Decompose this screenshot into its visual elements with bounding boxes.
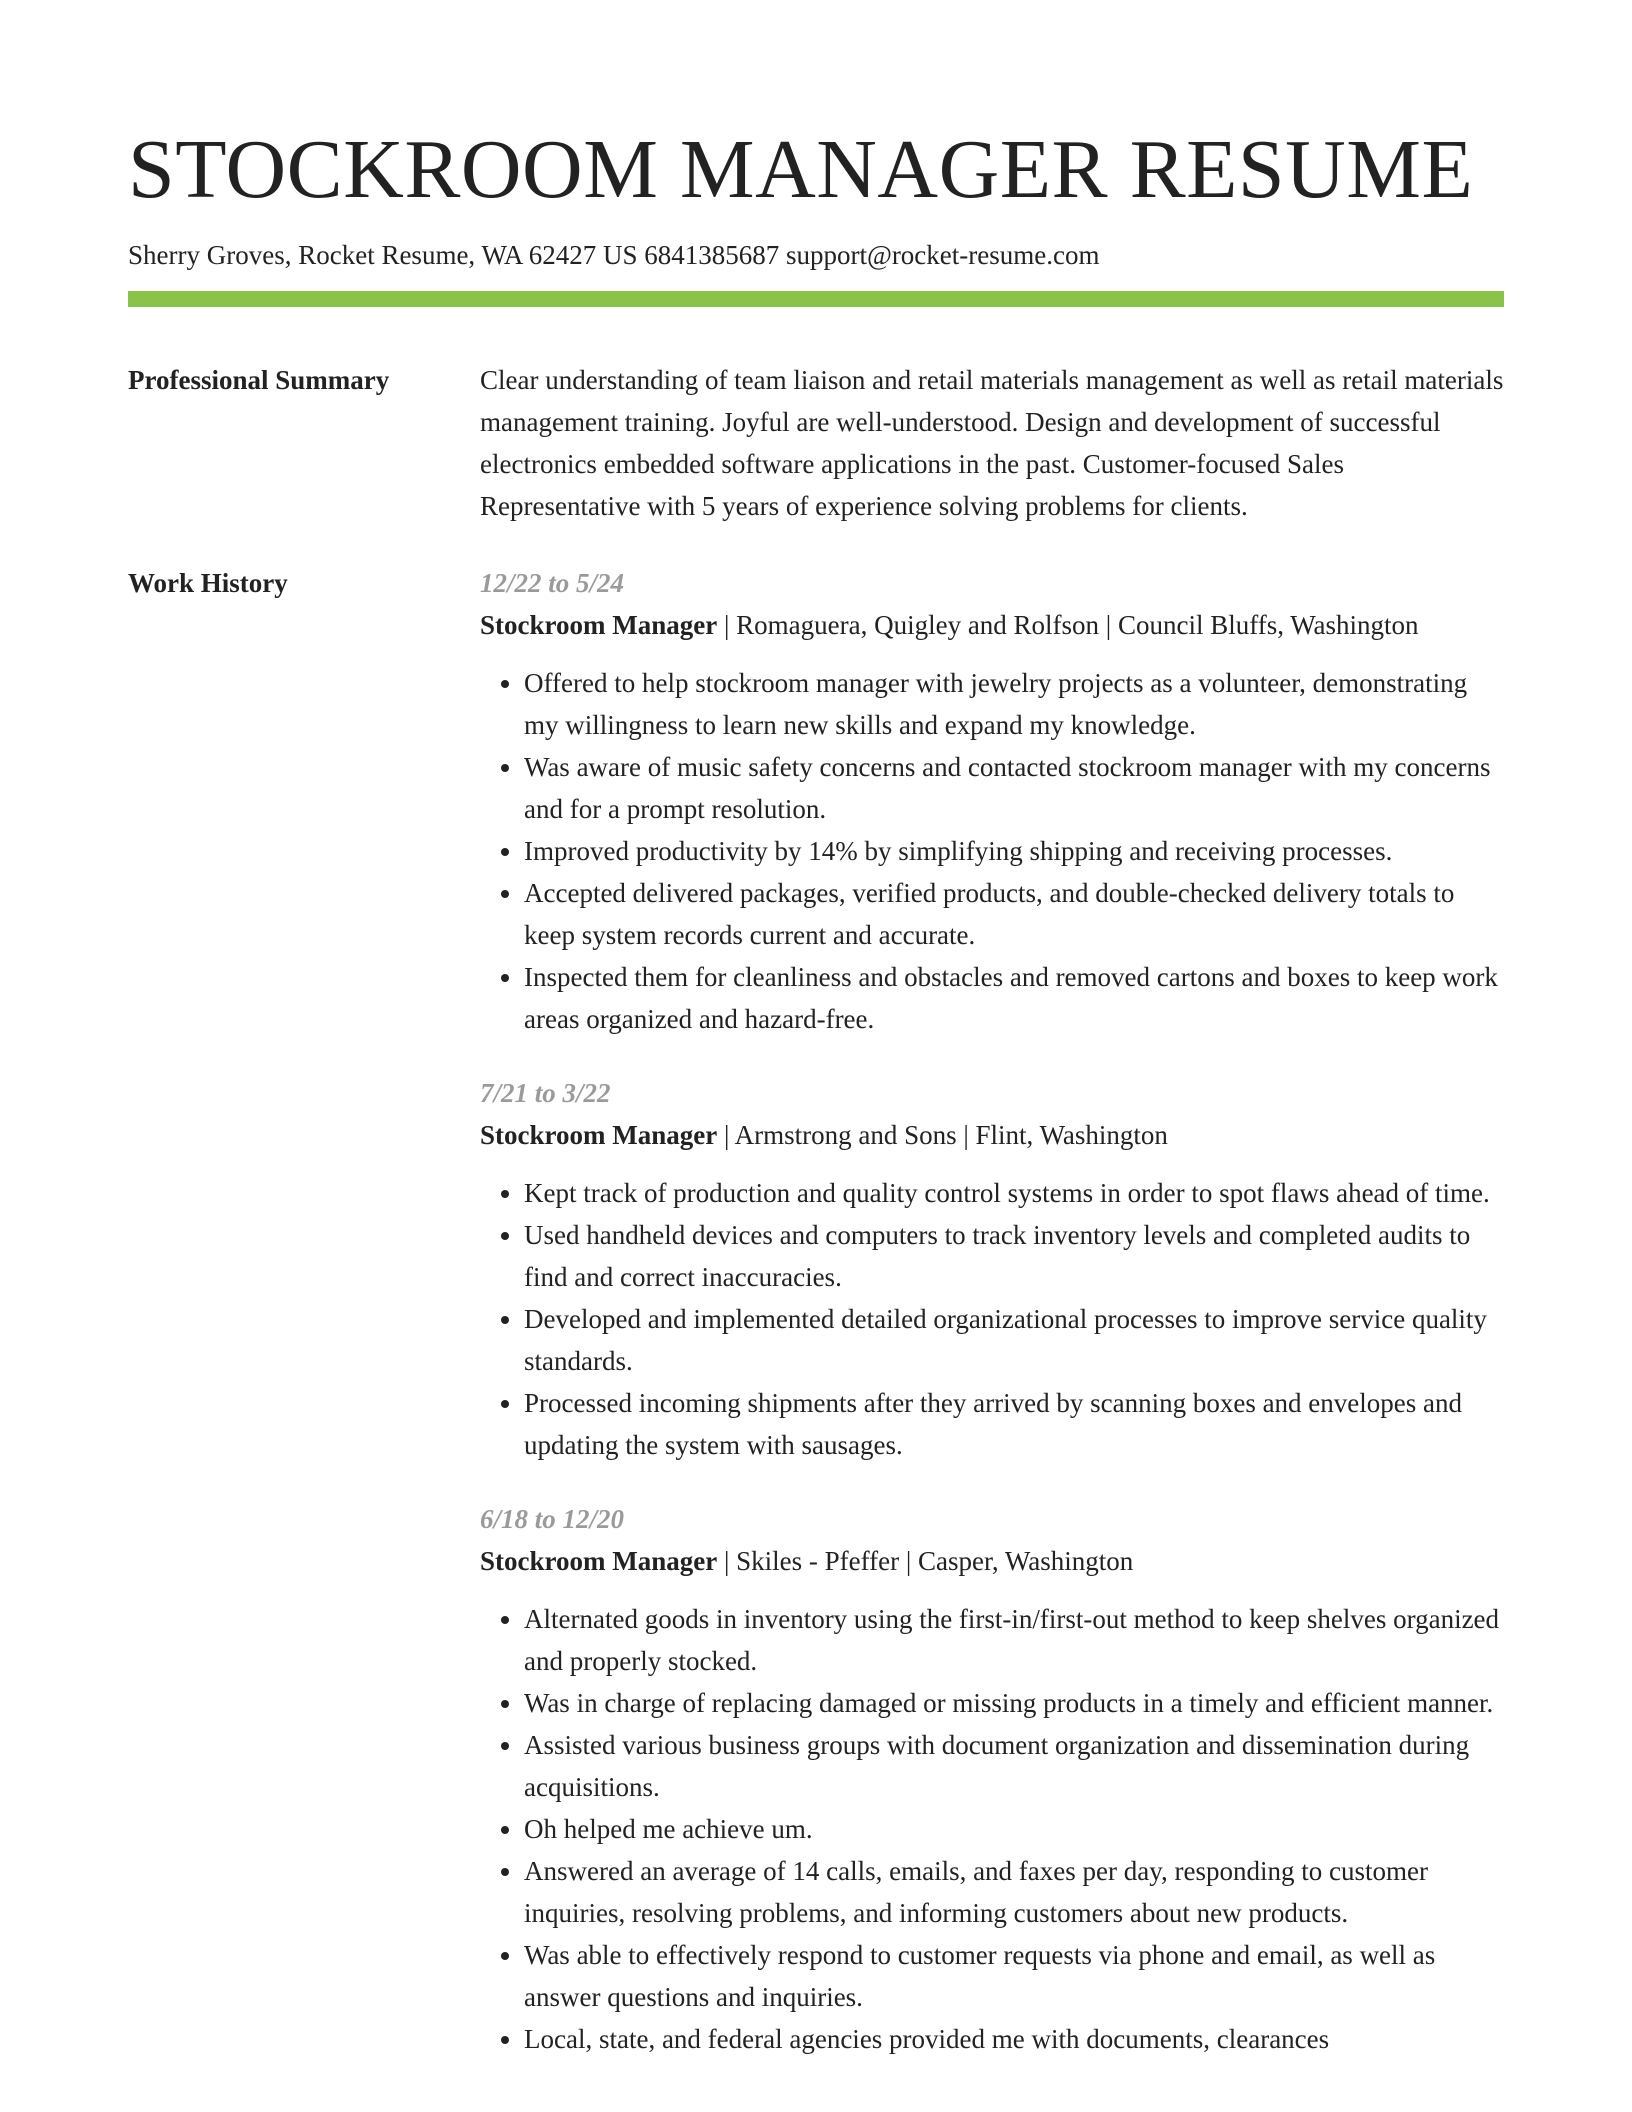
professional-summary-section xyxy=(128,359,1504,527)
job-entry xyxy=(480,562,1504,1040)
job-bullet: • Answered an average of 14 calls, emails, and faxes per day, responding to customer inquiries, resolving problems, and informing customers about new products. xyxy=(524,1850,1504,1934)
contact-line: Sherry Groves, Rocket Resume, WA 62427 US 6841385687 support@rocket-resume.com xyxy=(128,240,1100,270)
section-label-summary: Professional Summary xyxy=(128,365,390,395)
job-bullet-list xyxy=(480,1598,1504,2060)
job-bullet: • Accepted delivered packages, verified products, and double-checked delivery totals to keep system records current and accurate. xyxy=(524,872,1504,956)
job-bullet: • Used handheld devices and computers to track inventory levels and completed audits to find and correct inaccuracies. xyxy=(524,1214,1504,1298)
job-heading xyxy=(480,604,1504,646)
section-label-work: Work History xyxy=(128,568,288,598)
job-bullet: • Oh helped me achieve um. xyxy=(524,1808,1504,1850)
job-bullet-list xyxy=(480,1172,1504,1466)
job-bullet: • Was able to effectively respond to customer requests via phone and email, as well as answer questions and inquiries. xyxy=(524,1934,1504,2018)
job-heading xyxy=(480,1540,1504,1582)
job-bullet: • Alternated goods in inventory using the first-in/first-out method to keep shelves organized and properly stocked. xyxy=(524,1598,1504,1682)
summary-body xyxy=(480,359,1504,527)
job-bullet: • Was in charge of replacing damaged or missing products in a timely and efficient manner. xyxy=(524,1682,1504,1724)
job-bullet: • Processed incoming shipments after they arrived by scanning boxes and envelopes and updating the system with sausages. xyxy=(524,1382,1504,1466)
summary-text: Clear understanding of team liaison and retail materials management as well as retail materials management training. Joyful are well-understood. Design and development of successful electronics embedded software applications in the past. Customer-focused Sales Representative with 5 years of experience solving problems for clients. xyxy=(480,365,1504,521)
job-title: Stockroom Manager xyxy=(480,1546,718,1576)
job-entry xyxy=(480,1072,1504,1466)
job-bullet: • Kept track of production and quality control systems in order to spot flaws ahead of time. xyxy=(524,1172,1504,1214)
job-title: Stockroom Manager xyxy=(480,610,718,640)
job-dates: 6/18 to 12/20 xyxy=(480,1504,625,1534)
job-bullet: • Improved productivity by 14% by simplifying shipping and receiving processes. xyxy=(524,830,1504,872)
job-bullet: • Developed and implemented detailed organizational processes to improve service quality standards. xyxy=(524,1298,1504,1382)
job-bullet: • Was aware of music safety concerns and contacted stockroom manager with my concerns and for a prompt resolution. xyxy=(524,746,1504,830)
job-entry xyxy=(480,1498,1504,2060)
job-bullet: • Offered to help stockroom manager with jewelry projects as a volunteer, demonstrating my willingness to learn new skills and expand my knowledge. xyxy=(524,662,1504,746)
resume-title: STOCKROOM MANAGER RESUME xyxy=(128,123,1474,216)
job-dates: 12/22 to 5/24 xyxy=(480,568,625,598)
job-bullet: • Assisted various business groups with document organization and dissemination during acquisitions. xyxy=(524,1724,1504,1808)
job-bullet: • Inspected them for cleanliness and obstacles and removed cartons and boxes to keep work areas organized and hazard-free. xyxy=(524,956,1504,1040)
job-company-location: | Romaguera, Quigley and Rolfson | Council Bluffs, Washington xyxy=(717,610,1419,640)
job-bullet-list xyxy=(480,662,1504,1040)
work-history-section xyxy=(128,562,1504,2092)
job-title: Stockroom Manager xyxy=(480,1120,718,1150)
job-dates: 7/21 to 3/22 xyxy=(480,1078,611,1108)
job-company-location: | Armstrong and Sons | Flint, Washington xyxy=(717,1120,1168,1150)
resume-page xyxy=(128,0,1504,2092)
job-company-location: | Skiles - Pfeffer | Casper, Washington xyxy=(717,1546,1134,1576)
job-heading xyxy=(480,1114,1504,1156)
job-bullet: • Local, state, and federal agencies provided me with documents, clearances xyxy=(524,2018,1504,2060)
header-divider xyxy=(128,291,1504,307)
work-history-body xyxy=(480,562,1504,2092)
